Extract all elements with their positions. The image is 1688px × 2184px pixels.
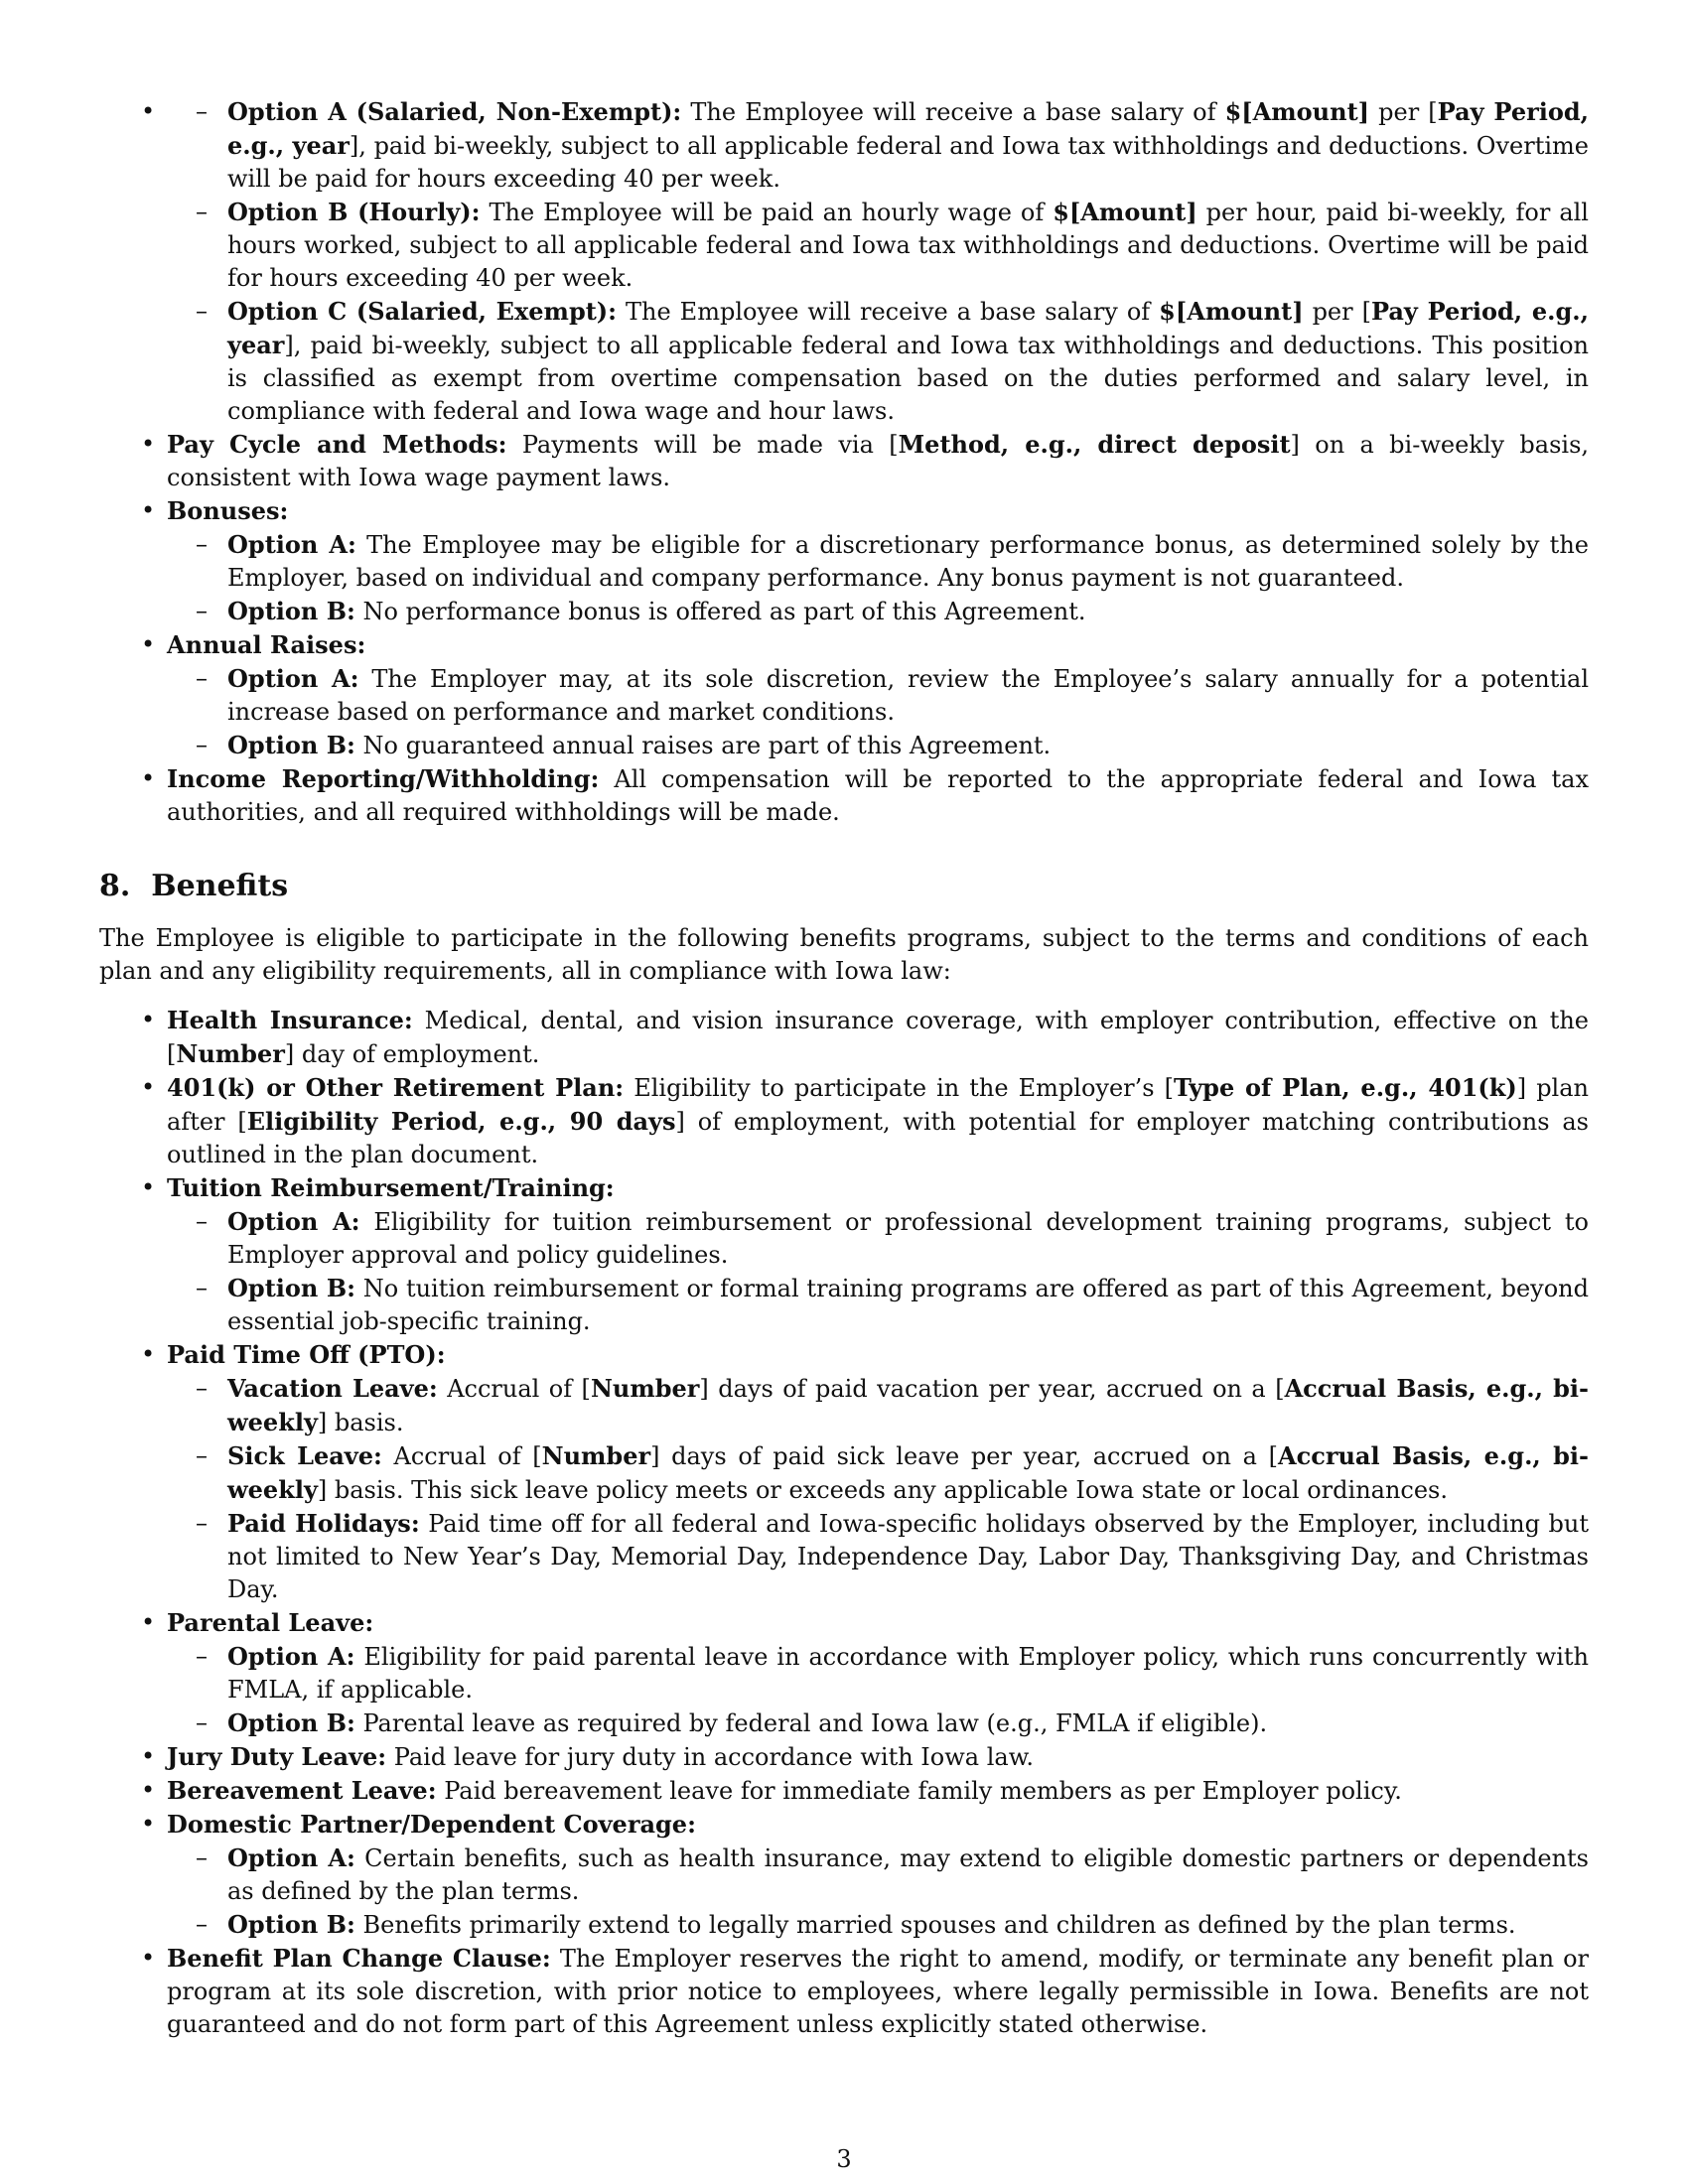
pay-option-item: [227, 295, 1589, 428]
item-text: ] basis.: [317, 1409, 404, 1436]
option-item: [227, 1842, 1589, 1908]
item-label: Domestic Partner/Dependent Coverage:: [167, 1810, 696, 1839]
placeholder-field: $[Amount]: [1053, 198, 1197, 226]
compensation-list: [99, 95, 1589, 428]
item-text: Eligibility for tuition reimbursement or professional development training programs, subject to Employer approval and policy guidelines.: [227, 1208, 1590, 1269]
item-text: per [: [1303, 298, 1371, 326]
option-item: [227, 1706, 1589, 1740]
option-item: [227, 1205, 1589, 1272]
option-item: [227, 1272, 1589, 1338]
list-item: [167, 1171, 1589, 1338]
item-label: Benefit Plan Change Clause:: [167, 1944, 551, 1973]
placeholder-field: Type of Plan, e.g., 401(k): [1174, 1073, 1517, 1102]
placeholder-field: Accrual Basis, e.g., bi-weekly: [227, 1441, 1590, 1504]
item-label: Option B:: [227, 597, 355, 625]
item-label: Bonuses:: [167, 496, 289, 525]
item-label: Health Insurance:: [167, 1006, 413, 1034]
item-label: Option B:: [227, 1708, 355, 1737]
item-text: The Employee will be paid an hourly wage of: [480, 199, 1054, 226]
item-label: Option A:: [227, 1843, 355, 1872]
item-label: Option A:: [227, 530, 356, 559]
item-text: ] days of paid sick leave per year, accrued on a [: [650, 1442, 1278, 1470]
option-item: [227, 1507, 1589, 1606]
item-label: Option A:: [227, 1207, 360, 1236]
item-label: Tuition Reimbursement/Training:: [167, 1173, 615, 1202]
item-label: Vacation Leave:: [227, 1374, 438, 1403]
item-label: Option A:: [227, 1642, 355, 1671]
list-item: [167, 1606, 1589, 1740]
item-text: Parental leave as required by federal and Iowa law (e.g., FMLA if eligible).: [354, 1709, 1268, 1737]
list-item: [167, 494, 1589, 628]
item-label: 401(k) or Other Retirement Plan:: [167, 1073, 625, 1102]
placeholder-field: Number: [541, 1441, 651, 1470]
item-text: Benefits primarily extend to legally married spouses and children as defined by the plan terms.: [354, 1911, 1516, 1939]
option-item: [227, 1439, 1589, 1507]
placeholder-field: Pay Period, e.g., year: [227, 297, 1589, 359]
item-text: per [: [1369, 98, 1438, 126]
option-list: [167, 1205, 1589, 1338]
option-item: [227, 729, 1589, 762]
item-text: The Employer may, at its sole discretion, review the Employee’s salary annually for a potential increase based on performance and market conditions.: [227, 665, 1589, 726]
item-text: No tuition reimbursement or formal training programs are offered as part of this Agreement, beyond essential job-specific training.: [227, 1275, 1589, 1335]
document-page: [99, 95, 1589, 2041]
item-text: Paid bereavement leave for immediate family members as per Employer policy.: [436, 1777, 1402, 1805]
item-text: ] on a bi-weekly basis, consistent with Iowa wage payment laws.: [167, 431, 1590, 491]
option-list: [167, 1842, 1589, 1942]
item-text: per hour, paid bi-weekly, for all hours worked, subject to all applicable federal and Iowa tax withholdings and deductions. Overtime will be paid for hours exceeding 40 per week.: [227, 199, 1589, 292]
option-item: [227, 1908, 1589, 1942]
pay-options-continuation: [167, 95, 1589, 428]
compensation-items-list: [99, 428, 1589, 829]
section-title-benefits: 8. Benefits: [99, 869, 289, 903]
item-label: Option B:: [227, 1910, 355, 1939]
list-item: [167, 428, 1589, 494]
item-text: Accrual of [: [437, 1375, 591, 1403]
item-text: ], paid bi-weekly, subject to all applicable federal and Iowa tax withholdings and deductions. This position is classified as exempt from overtime compensation based on the duties performed and salary level, in compliance with federal and Iowa wage and hour laws.: [227, 332, 1589, 425]
item-label: Option A (Salaried, Non-Exempt):: [227, 97, 682, 126]
list-item: [167, 1942, 1589, 2041]
list-item: [167, 1338, 1589, 1606]
item-text: ] basis. This sick leave policy meets or exceeds any applicable Iowa state or local ordinances.: [317, 1476, 1449, 1504]
item-text: Paid leave for jury duty in accordance with Iowa law.: [386, 1743, 1035, 1771]
placeholder-field: Method, e.g., direct deposit: [898, 430, 1291, 459]
option-list: [167, 662, 1589, 762]
option-item: [227, 595, 1589, 628]
placeholder-field: Pay Period, e.g., year: [227, 97, 1589, 160]
placeholder-field: Accrual Basis, e.g., bi-weekly: [227, 1374, 1590, 1436]
list-item: [167, 1808, 1589, 1942]
item-text: Accrual of [: [381, 1442, 542, 1470]
item-label: Pay Cycle and Methods:: [167, 430, 507, 459]
item-text: ] plan after [: [167, 1074, 1589, 1136]
placeholder-field: Number: [590, 1374, 700, 1403]
list-item: [167, 1071, 1589, 1171]
item-label: Jury Duty Leave:: [167, 1742, 387, 1771]
item-text: Payments will be made via [: [506, 431, 899, 459]
option-list: [167, 1640, 1589, 1740]
option-list: [167, 528, 1589, 628]
placeholder-field: $[Amount]: [1224, 97, 1370, 126]
item-label: Paid Time Off (PTO):: [167, 1340, 446, 1369]
item-label: Annual Raises:: [167, 630, 366, 659]
list-item: [167, 1740, 1589, 1774]
option-item: [227, 1640, 1589, 1706]
pay-option-item: [227, 196, 1589, 295]
item-text: Eligibility to participate in the Employer’s [: [624, 1074, 1174, 1102]
item-text: Medical, dental, and vision insurance coverage, with employer contribution, effective on the [: [167, 1007, 1589, 1068]
item-label: Paid Holidays:: [227, 1509, 420, 1538]
item-label: Option B:: [227, 731, 355, 759]
item-text: The Employer reserves the right to amend, modify, or terminate any benefit plan or program at its sole discretion, with prior notice to employees, where legally permissible in Iowa. Benefits are not guaranteed and do not form part of this Agreement unless explicitly stated otherwise.: [167, 1945, 1590, 2038]
list-item: [167, 762, 1589, 829]
item-text: ], paid bi-weekly, subject to all applicable federal and Iowa tax withholdings and deductions. Overtime will be paid for hours exceeding 40 per week.: [227, 132, 1590, 193]
item-text: The Employee will receive a base salary of: [681, 98, 1225, 126]
item-label: Bereavement Leave:: [167, 1776, 437, 1805]
item-label: Parental Leave:: [167, 1608, 374, 1637]
list-item: [167, 1774, 1589, 1808]
placeholder-field: Eligibility Period, e.g., 90 days: [246, 1107, 676, 1136]
item-text: No guaranteed annual raises are part of this Agreement.: [354, 732, 1052, 759]
item-label: Option C (Salaried, Exempt):: [227, 297, 618, 326]
placeholder-field: $[Amount]: [1159, 297, 1304, 326]
option-item: [227, 662, 1589, 729]
item-text: All compensation will be reported to the appropriate federal and Iowa tax authorities, and all required withholdings will be made.: [167, 765, 1589, 826]
placeholder-field: Number: [176, 1039, 285, 1068]
item-text: ] day of employment.: [284, 1040, 540, 1068]
item-text: The Employee may be eligible for a discretionary performance bonus, as determined solely by the Employer, based on individual and company performance. Any bonus payment is not guaranteed.: [227, 531, 1589, 592]
item-text: Certain benefits, such as health insurance, may extend to eligible domestic partners or dependents as defined by the plan terms.: [227, 1844, 1589, 1905]
option-item: [227, 1372, 1589, 1439]
item-text: ] of employment, with potential for employer matching contributions as outlined in the plan document.: [167, 1108, 1589, 1168]
item-label: Income Reporting/Withholding:: [167, 764, 600, 793]
option-item: [227, 528, 1589, 595]
list-item: [167, 628, 1589, 762]
item-text: Paid time off for all federal and Iowa-specific holidays observed by the Employer, including but not limited to New Year’s Day, Memorial Day, Independence Day, Labor Day, Thanksgiving Day, and Christmas Day.: [227, 1510, 1589, 1603]
page-number: 3: [836, 2145, 852, 2173]
item-text: ] days of paid vacation per year, accrued on a [: [699, 1375, 1285, 1403]
item-text: No performance bonus is offered as part of this Agreement.: [354, 598, 1086, 625]
item-label: Sick Leave:: [227, 1441, 382, 1470]
option-list: [167, 1372, 1589, 1606]
item-text: The Employee will receive a base salary of: [617, 298, 1160, 326]
item-text: Eligibility for paid parental leave in accordance with Employer policy, which runs concurrently with FMLA, if applicable.: [227, 1643, 1590, 1704]
item-label: Option B:: [227, 1274, 355, 1302]
benefits-list: [99, 1004, 1589, 2041]
pay-options-list: [167, 95, 1589, 428]
benefits-intro: The Employee is eligible to participate in the following benefits programs, subject to the terms and conditions of each plan and any eligibility requirements, all in compliance with Iowa law:: [99, 924, 1589, 985]
pay-option-item: [227, 95, 1589, 196]
item-label: Option A:: [227, 664, 359, 693]
item-label: Option B (Hourly):: [227, 198, 481, 226]
list-item: [167, 1004, 1589, 1071]
